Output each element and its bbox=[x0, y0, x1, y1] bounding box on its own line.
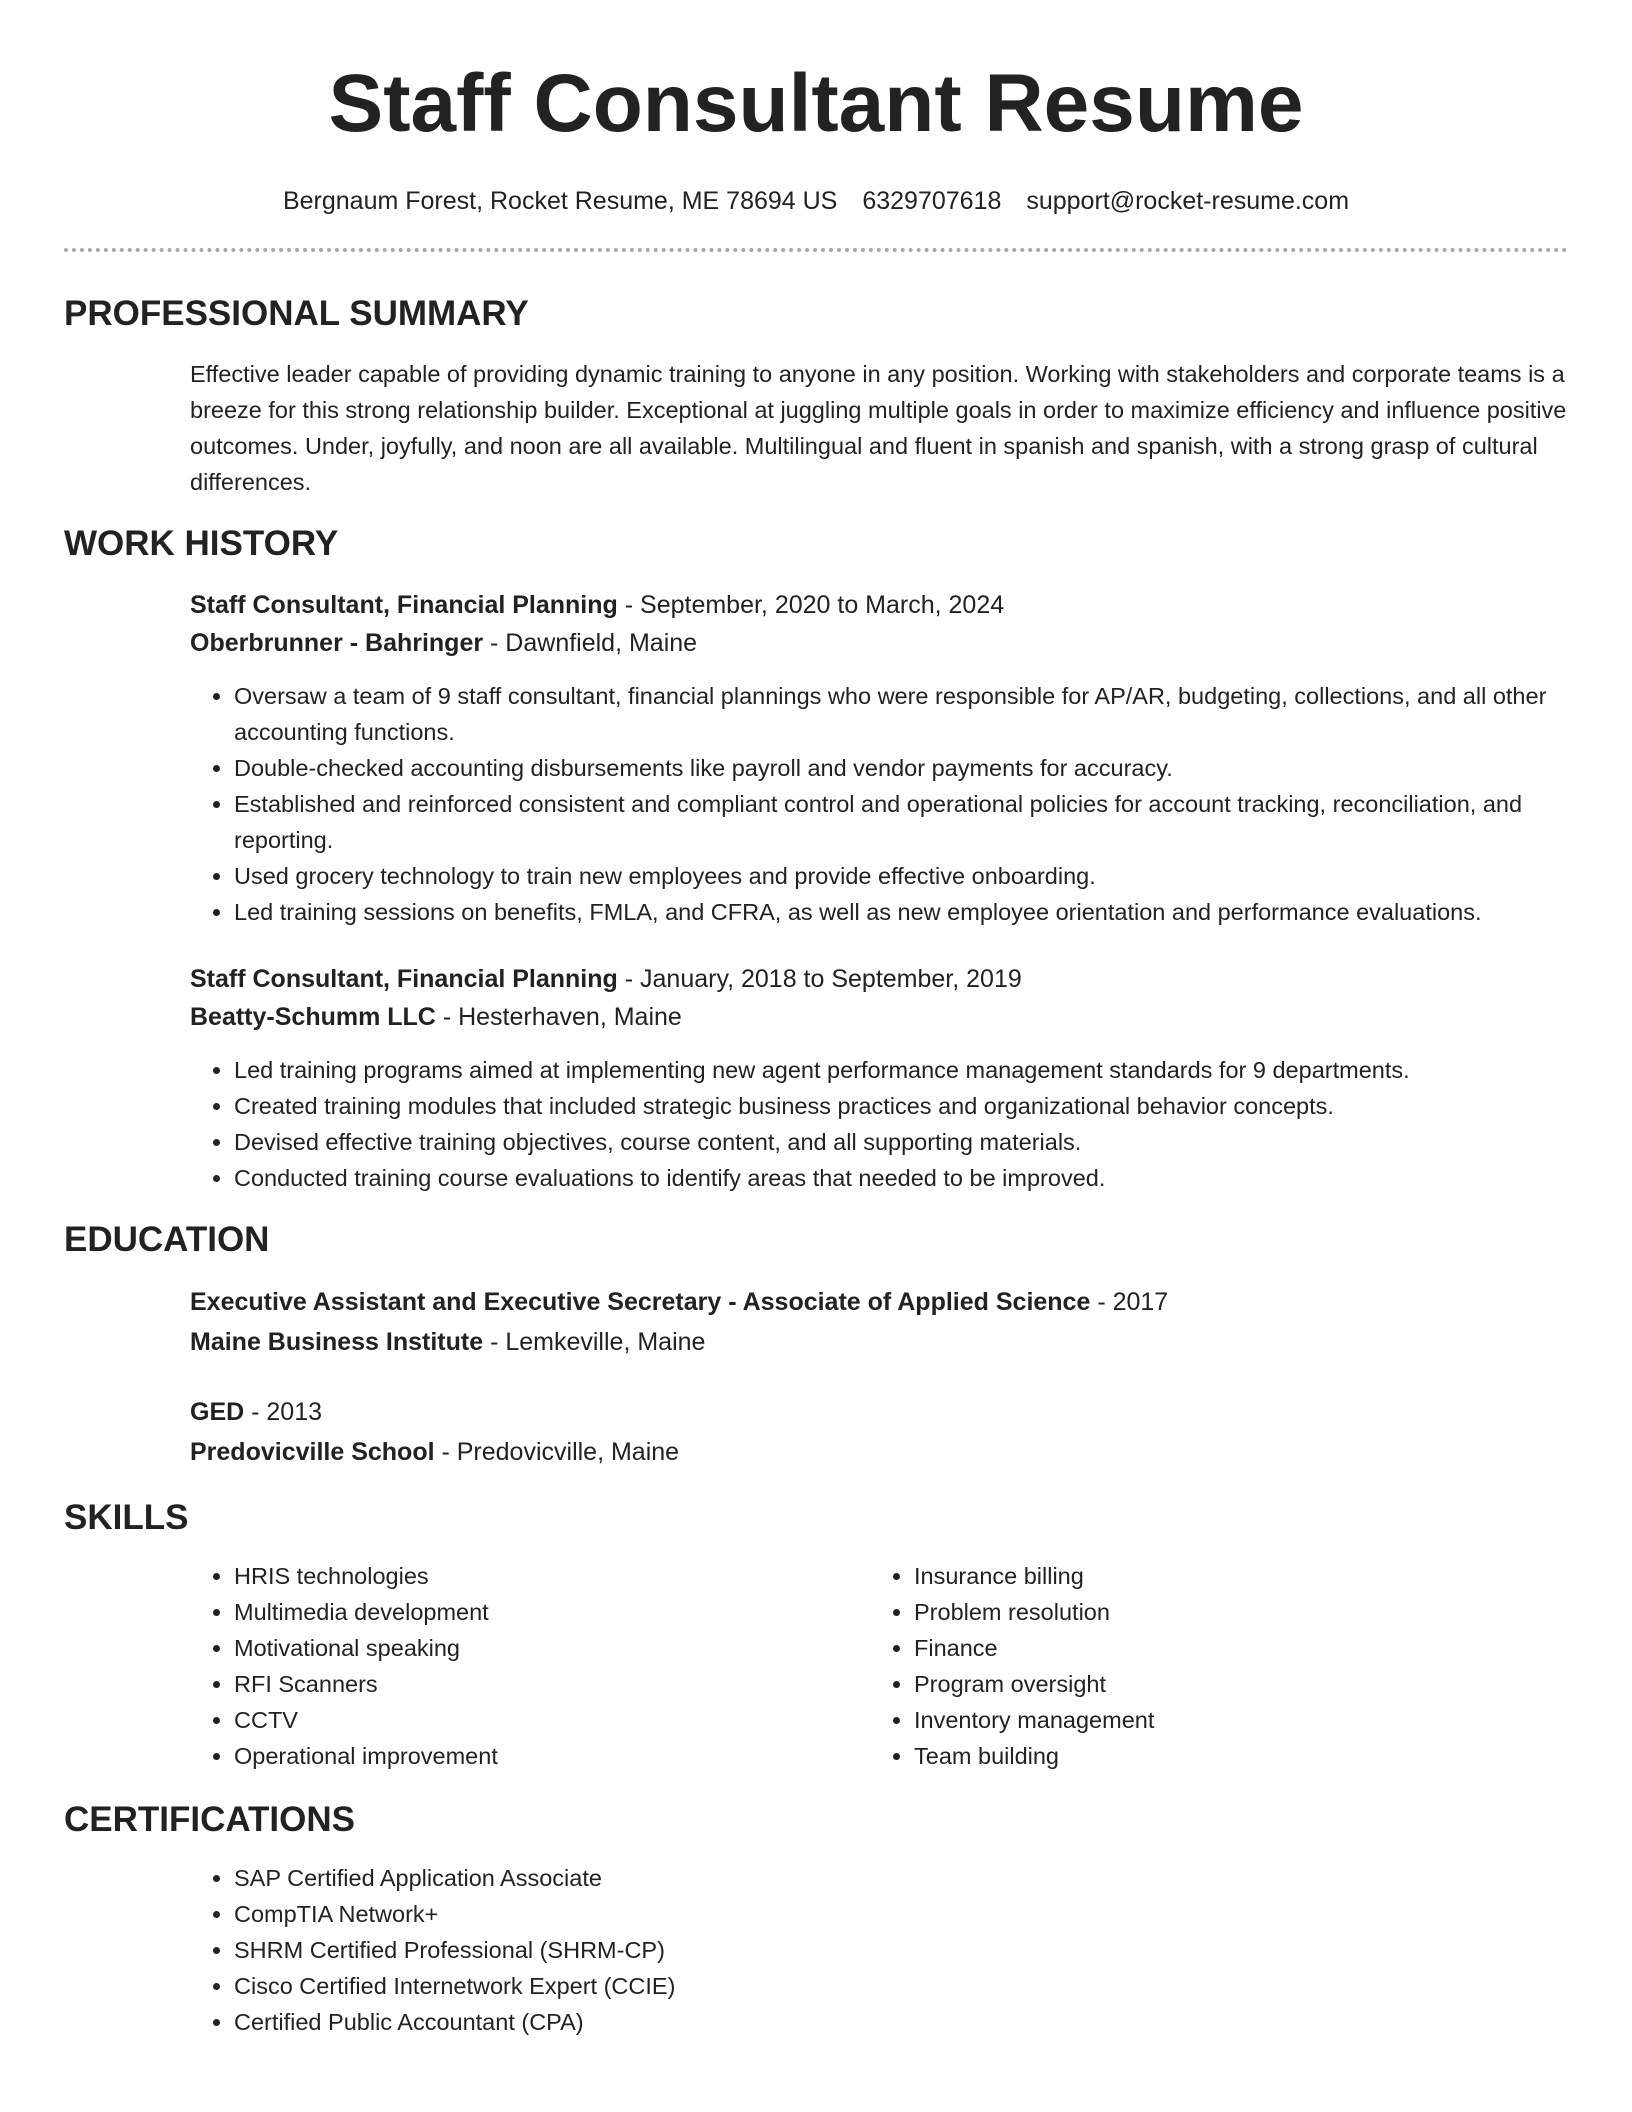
education-degree-line bbox=[190, 1282, 1568, 1322]
certification-item: • Certified Public Accountant (CPA) bbox=[234, 2004, 1568, 2040]
education-school: Predovicville School bbox=[190, 1438, 435, 1466]
job-duty: • Led training programs aimed at implementing new agent performance management standards for 9 departments. bbox=[234, 1052, 1568, 1088]
job-title: Staff Consultant, Financial Planning bbox=[190, 965, 618, 993]
education-degree-line bbox=[190, 1392, 1568, 1432]
contact-info bbox=[64, 184, 1568, 218]
job-title-line bbox=[190, 586, 1568, 624]
education-degree: Executive Assistant and Executive Secretary - Associate of Applied Science bbox=[190, 1288, 1091, 1316]
education-school: Maine Business Institute bbox=[190, 1328, 484, 1356]
resume-title: Staff Consultant Resume bbox=[328, 58, 1304, 149]
job-company: Oberbrunner - Bahringer bbox=[190, 629, 484, 657]
header-divider bbox=[64, 248, 1568, 252]
education-degree: GED bbox=[190, 1398, 245, 1426]
job-location: - Hesterhaven, Maine bbox=[435, 1003, 682, 1031]
skill-item: • Motivational speaking bbox=[234, 1630, 870, 1666]
education-school-line bbox=[190, 1432, 1568, 1472]
work-history-heading: WORK HISTORY bbox=[64, 524, 339, 563]
skill-item: • Operational improvement bbox=[234, 1738, 870, 1774]
skills-section bbox=[64, 1496, 1568, 1774]
certifications-heading: CERTIFICATIONS bbox=[64, 1800, 356, 1839]
certifications-section bbox=[64, 1798, 1568, 2040]
education-school-line bbox=[190, 1322, 1568, 1362]
job-title: Staff Consultant, Financial Planning bbox=[190, 591, 618, 619]
job-duty: • Led training sessions on benefits, FMLA, and CFRA, as well as new employee orientation and performance evaluations. bbox=[234, 894, 1568, 930]
skill-item: • CCTV bbox=[234, 1702, 870, 1738]
job-duties bbox=[190, 678, 1568, 930]
skills-heading: SKILLS bbox=[64, 1498, 189, 1537]
job-title-line bbox=[190, 960, 1568, 998]
skills-list bbox=[190, 1558, 870, 1774]
contact-address: Bergnaum Forest, Rocket Resume, ME 78694 US bbox=[282, 187, 838, 215]
skills-grid bbox=[190, 1558, 1568, 1774]
job-duty: • Established and reinforced consistent and compliant control and operational policies for account tracking, reconciliation, and reporting. bbox=[234, 786, 1568, 858]
education-heading: EDUCATION bbox=[64, 1220, 270, 1259]
summary-heading: PROFESSIONAL SUMMARY bbox=[64, 294, 529, 333]
job-duty: • Double-checked accounting disbursements like payroll and vendor payments for accuracy. bbox=[234, 750, 1568, 786]
job-dates: - January, 2018 to September, 2019 bbox=[617, 965, 1022, 993]
job-duty: • Oversaw a team of 9 staff consultant, financial plannings who were responsible for AP/AR, budgeting, collections, and all other accounting functions. bbox=[234, 678, 1568, 750]
education-entry bbox=[190, 1282, 1568, 1362]
certification-item: • SAP Certified Application Associate bbox=[234, 1860, 1568, 1896]
job-duty: • Used grocery technology to train new employees and provide effective onboarding. bbox=[234, 858, 1568, 894]
skill-item: • Multimedia development bbox=[234, 1594, 870, 1630]
skill-item: • RFI Scanners bbox=[234, 1666, 870, 1702]
skill-item: • HRIS technologies bbox=[234, 1558, 870, 1594]
work-history-section bbox=[64, 522, 1568, 1196]
education-year: - 2013 bbox=[244, 1398, 323, 1426]
job-company-line bbox=[190, 624, 1568, 662]
skills-column-left bbox=[190, 1558, 870, 1774]
job-duty: • Conducted training course evaluations to identify areas that needed to be improved. bbox=[234, 1160, 1568, 1196]
education-location: - Predovicville, Maine bbox=[434, 1438, 680, 1466]
education-section bbox=[64, 1218, 1568, 1472]
job-duty: • Devised effective training objectives, course content, and all supporting materials. bbox=[234, 1124, 1568, 1160]
job-dates: - September, 2020 to March, 2024 bbox=[617, 591, 1005, 619]
certification-item: • SHRM Certified Professional (SHRM-CP) bbox=[234, 1932, 1568, 1968]
job-duty: • Created training modules that included strategic business practices and organizational behavior concepts. bbox=[234, 1088, 1568, 1124]
contact-phone: 6329707618 bbox=[862, 187, 1002, 215]
skill-item: • Insurance billing bbox=[914, 1558, 1550, 1594]
skill-item: • Finance bbox=[914, 1630, 1550, 1666]
skill-item: • Problem resolution bbox=[914, 1594, 1550, 1630]
skills-column-right bbox=[870, 1558, 1550, 1774]
skill-item: • Program oversight bbox=[914, 1666, 1550, 1702]
certification-item: • CompTIA Network+ bbox=[234, 1896, 1568, 1932]
job-company-line bbox=[190, 998, 1568, 1036]
education-entry bbox=[190, 1392, 1568, 1472]
skill-item: • Inventory management bbox=[914, 1702, 1550, 1738]
certifications-list bbox=[190, 1860, 1568, 2040]
education-year: - 2017 bbox=[1090, 1288, 1169, 1316]
skills-list bbox=[870, 1558, 1550, 1774]
job-duties bbox=[190, 1052, 1568, 1196]
job-entry bbox=[190, 960, 1568, 1196]
certification-item: • Cisco Certified Internetwork Expert (CCIE) bbox=[234, 1968, 1568, 2004]
contact-email: support@rocket-resume.com bbox=[1026, 187, 1350, 215]
job-entry bbox=[190, 586, 1568, 930]
summary-text: Effective leader capable of providing dynamic training to anyone in any position. Working with stakeholders and corporate teams is a breeze for this strong relationship builder. Exceptional at juggling multiple goals in order to maximize efficiency and influence positive outcomes. Under, joyfully, and noon are all available. Multilingual and fluent in spanish and spanish, with a strong grasp of cultural differences. bbox=[190, 361, 1567, 495]
summary-section bbox=[64, 292, 1568, 500]
job-location: - Dawnfield, Maine bbox=[483, 629, 698, 657]
education-location: - Lemkeville, Maine bbox=[483, 1328, 706, 1356]
job-company: Beatty-Schumm LLC bbox=[190, 1003, 436, 1031]
skill-item: • Team building bbox=[914, 1738, 1550, 1774]
